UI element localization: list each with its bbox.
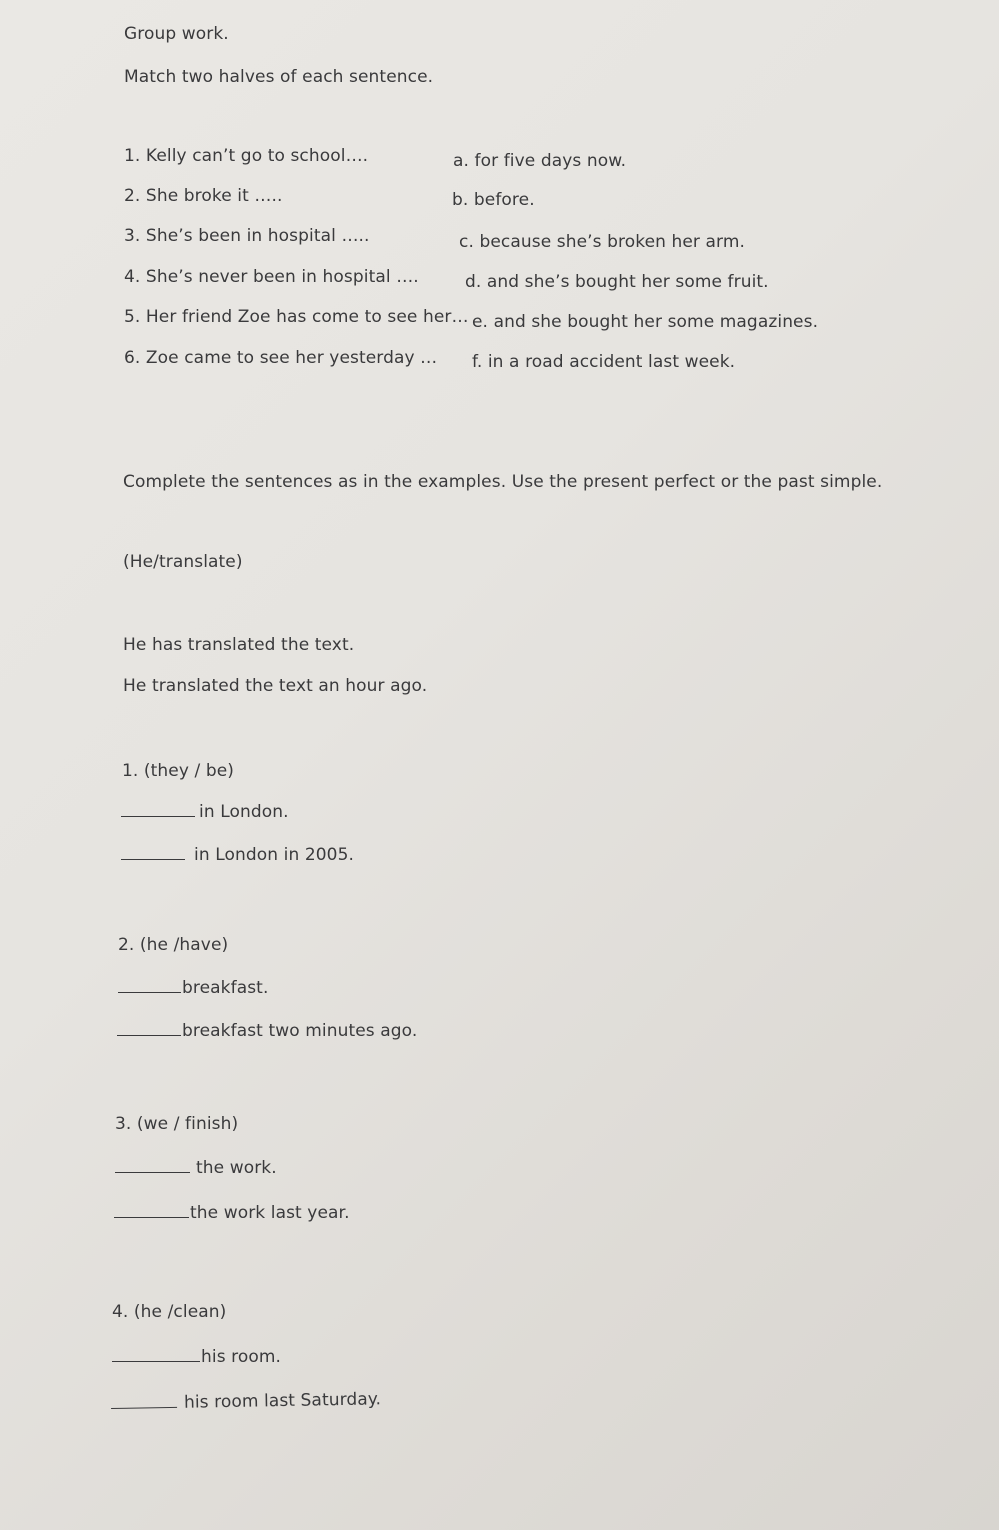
exercise-line-text: his room. [201, 1347, 282, 1367]
answer-blank[interactable] [111, 1393, 177, 1409]
exercise-line [117, 1020, 417, 1042]
answer-blank[interactable] [121, 845, 185, 860]
match-right-item: c. because she’s broken her arm. [459, 232, 745, 252]
match-left-item: 2. She broke it ….. [124, 186, 283, 206]
example-line: He translated the text an hour ago. [123, 676, 428, 696]
match-right-item: d. and she’s bought her some fruit. [465, 272, 769, 292]
exercise-prompt: 4. (he /clean) [112, 1302, 227, 1322]
match-right-item: b. before. [452, 190, 535, 210]
answer-blank[interactable] [115, 1158, 190, 1173]
answer-blank[interactable] [112, 1347, 200, 1362]
exercise-line [121, 801, 289, 823]
exercise-prompt: 1. (they / be) [122, 761, 235, 781]
exercise-line-text: his room last Saturday. [183, 1389, 382, 1413]
exercise-line [121, 844, 354, 866]
match-instruction: Match two halves of each sentence. [124, 67, 434, 87]
answer-blank[interactable] [121, 802, 195, 817]
exercise-line-text: in London. [199, 802, 289, 822]
exercise-line-text: breakfast. [182, 978, 269, 998]
match-left-item: 4. She’s never been in hospital …. [124, 267, 419, 287]
match-right-item: a. for five days now. [453, 151, 627, 171]
exercise-line [111, 1388, 381, 1415]
complete-instruction: Complete the sentences as in the examples. Use the present perfect or the past simple. [123, 472, 883, 492]
exercise-line [118, 977, 268, 999]
example-prompt: (He/translate) [123, 552, 243, 572]
match-left-item: 6. Zoe came to see her yesterday … [124, 348, 438, 368]
exercise-prompt: 3. (we / finish) [115, 1114, 239, 1134]
match-left-item: 3. She’s been in hospital ….. [124, 226, 370, 246]
exercise-prompt: 2. (he /have) [118, 935, 229, 955]
match-left-item: 5. Her friend Zoe has come to see her… [124, 307, 469, 327]
match-right-item: e. and she bought her some magazines. [472, 312, 819, 332]
exercise-line-text: in London in 2005. [194, 845, 354, 865]
exercise-line [115, 1157, 277, 1179]
exercise-line-text: the work. [196, 1158, 277, 1178]
exercise-line [112, 1346, 281, 1368]
answer-blank[interactable] [117, 1021, 181, 1036]
answer-blank[interactable] [114, 1203, 189, 1218]
group-work-heading: Group work. [124, 24, 229, 44]
match-right-item: f. in a road accident last week. [472, 352, 736, 372]
exercise-line-text: breakfast two minutes ago. [182, 1021, 418, 1041]
exercise-line [114, 1202, 350, 1224]
example-line: He has translated the text. [123, 635, 355, 655]
answer-blank[interactable] [118, 978, 181, 993]
exercise-line-text: the work last year. [190, 1203, 350, 1223]
match-left-item: 1. Kelly can’t go to school…. [124, 146, 369, 166]
